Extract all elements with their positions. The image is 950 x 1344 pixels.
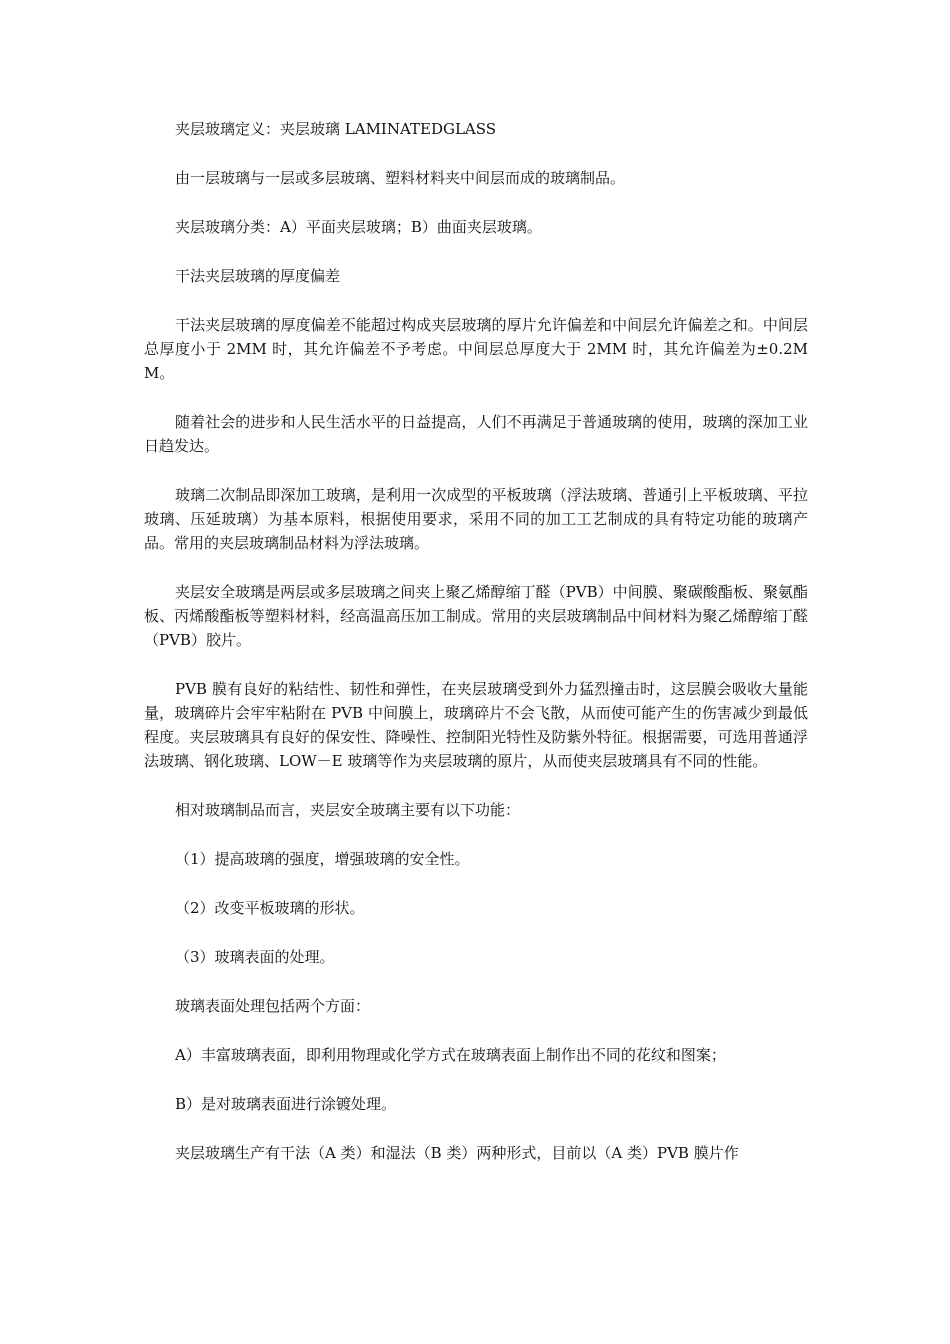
list-item-surface-b: B）是对玻璃表面进行涂镀处理。 xyxy=(175,1095,397,1113)
paragraph-pvb-properties: PVB 膜有良好的粘结性、韧性和弹性，在夹层玻璃受到外力猛烈撞击时，这层膜会吸收大量能量，玻璃碎片会牢牢粘附在 PVB 中间膜上，玻璃碎片不会飞散，从而使可能产生的伤害减少到最低程度。夹层玻璃具有良好的保安性、降噪性、控制阳光特性及防紫外特征。根据需要，可选用普通浮法玻璃、钢化玻璃、LOW－E 玻璃等作为夹层玻璃的原片，从而使夹层玻璃具有不同的性能。 xyxy=(144,680,808,770)
paragraph-safety-glass: 夹层安全玻璃是两层或多层玻璃之间夹上聚乙烯醇缩丁醛（PVB）中间膜、聚碳酸酯板、聚氨酯板、丙烯酸酯板等塑料材料，经高温高压加工制成。常用的夹层玻璃制品中间材料为聚乙烯醇缩丁醛（PVB）胶片。 xyxy=(144,583,808,649)
paragraph-classification: 夹层玻璃分类：A）平面夹层玻璃；B）曲面夹层玻璃。 xyxy=(175,218,542,236)
paragraph-description: 由一层玻璃与一层或多层玻璃、塑料材料夹中间层而成的玻璃制品。 xyxy=(175,169,626,187)
paragraph-thickness-deviation: 干法夹层玻璃的厚度偏差不能超过构成夹层玻璃的厚片允许偏差和中间层允许偏差之和。中间层总厚度小于 2MM 时，其允许偏差不予考虑。中间层总厚度大于 2MM 时，其允许偏差为±0.2MM。 xyxy=(144,316,808,382)
document-body xyxy=(144,117,808,1190)
list-item-function-1: （1）提高玻璃的强度，增强玻璃的安全性。 xyxy=(175,850,470,868)
list-item-function-3: （3）玻璃表面的处理。 xyxy=(175,948,335,966)
paragraph-functions-intro: 相对玻璃制品而言，夹层安全玻璃主要有以下功能： xyxy=(175,801,521,819)
paragraph-surface-treatment: 玻璃表面处理包括两个方面： xyxy=(175,997,371,1015)
list-item-surface-a: A）丰富玻璃表面，即利用物理或化学方式在玻璃表面上制作出不同的花纹和图案； xyxy=(175,1046,726,1064)
list-item-function-2: （2）改变平板玻璃的形状。 xyxy=(175,899,365,917)
paragraph-industry-development: 随着社会的进步和人民生活水平的日益提高，人们不再满足于普通玻璃的使用，玻璃的深加工业日趋发达。 xyxy=(144,413,808,455)
paragraph-thickness-heading: 干法夹层玻璃的厚度偏差 xyxy=(175,267,341,285)
paragraph-production-methods: 夹层玻璃生产有干法（A 类）和湿法（B 类）两种形式，目前以（A 类）PVB 膜片作 xyxy=(175,1144,739,1162)
paragraph-definition: 夹层玻璃定义：夹层玻璃 LAMINATEDGLASS xyxy=(175,120,497,138)
paragraph-deep-processing: 玻璃二次制品即深加工玻璃，是利用一次成型的平板玻璃（浮法玻璃、普通引上平板玻璃、平拉玻璃、压延玻璃）为基本原料，根据使用要求，采用不同的加工工艺制成的具有特定功能的玻璃产品。常用的夹层玻璃制品材料为浮法玻璃。 xyxy=(144,486,808,552)
